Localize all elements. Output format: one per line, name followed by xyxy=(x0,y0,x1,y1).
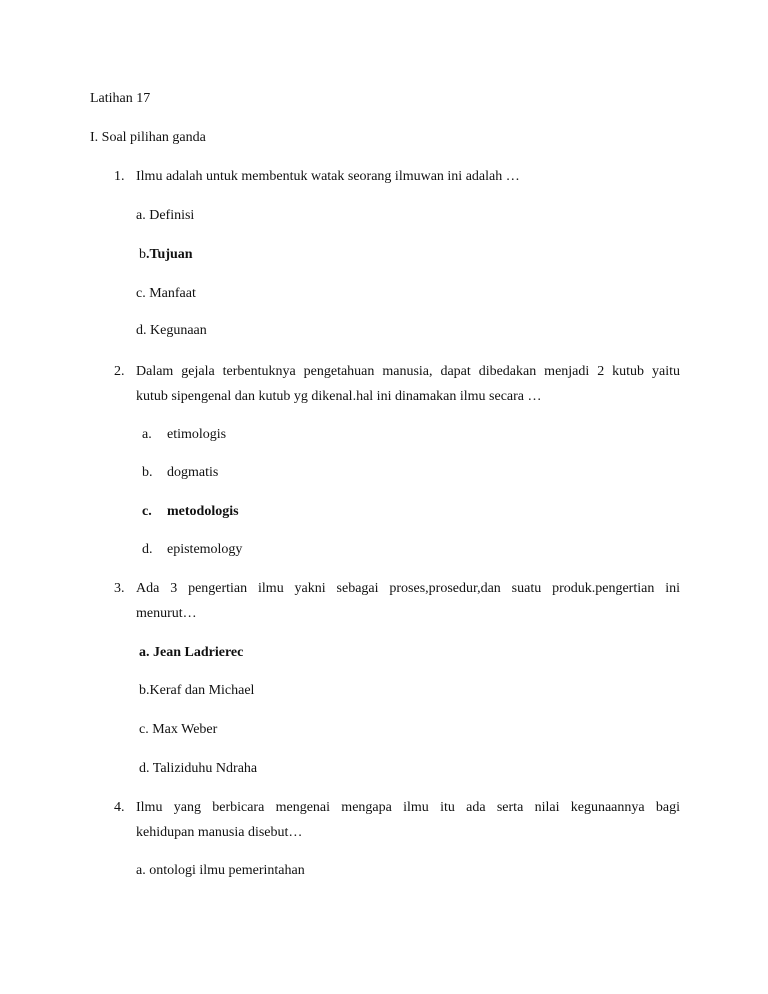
q1-option-d: d. Kegunaan xyxy=(136,323,207,338)
q1-option-b-text: .Tujuan xyxy=(146,247,193,262)
question-1-number: 1. xyxy=(114,169,125,184)
q3-option-c: c. Max Weber xyxy=(139,722,218,737)
document-title: Latihan 17 xyxy=(90,91,151,106)
q3-option-b: b.Keraf dan Michael xyxy=(139,683,255,698)
q1-option-a: a. Definisi xyxy=(136,208,195,223)
question-3-line-2: menurut… xyxy=(136,606,197,621)
section-heading: I. Soal pilihan ganda xyxy=(90,130,206,145)
q2-option-c-text: metodologis xyxy=(167,504,239,519)
q3-option-d: d. Taliziduhu Ndraha xyxy=(139,761,258,776)
question-2-line-2: kutub sipengenal dan kutub yg dikenal.hal ini dinamakan ilmu secara … xyxy=(136,389,542,404)
q2-option-d-letter: d. xyxy=(142,542,153,557)
question-3-number: 3. xyxy=(114,581,125,596)
q4-option-a: a. ontologi ilmu pemerintahan xyxy=(136,863,305,878)
question-2-number: 2. xyxy=(114,364,125,379)
q1-option-c: c. Manfaat xyxy=(136,286,196,301)
question-2-line-1: Dalam gejala terbentuknya pengetahuan manusia, dapat dibedakan menjadi 2 kutub yaitu xyxy=(136,364,680,379)
q1-option-b xyxy=(139,246,193,264)
q2-option-a-text: etimologis xyxy=(167,427,227,442)
q2-option-b-text: dogmatis xyxy=(167,465,219,480)
question-4-line-2: kehidupan manusia disebut… xyxy=(136,825,303,840)
q1-option-b-letter: b xyxy=(139,247,146,262)
question-4-number: 4. xyxy=(114,800,125,815)
question-1-text: Ilmu adalah untuk membentuk watak seorang ilmuwan ini adalah … xyxy=(136,169,520,184)
q2-option-b-letter: b. xyxy=(142,465,153,480)
question-4-line-1: Ilmu yang berbicara mengenai mengapa ilmu itu ada serta nilai kegunaannya bagi xyxy=(136,800,680,815)
q2-option-d-text: epistemology xyxy=(167,542,243,557)
q2-option-c-letter: c. xyxy=(142,504,152,519)
q3-option-a: a. Jean Ladrierec xyxy=(139,645,244,660)
q2-option-a-letter: a. xyxy=(142,427,152,442)
question-3-line-1: Ada 3 pengertian ilmu yakni sebagai proses,prosedur,dan suatu produk.pengertian ini xyxy=(136,581,680,596)
